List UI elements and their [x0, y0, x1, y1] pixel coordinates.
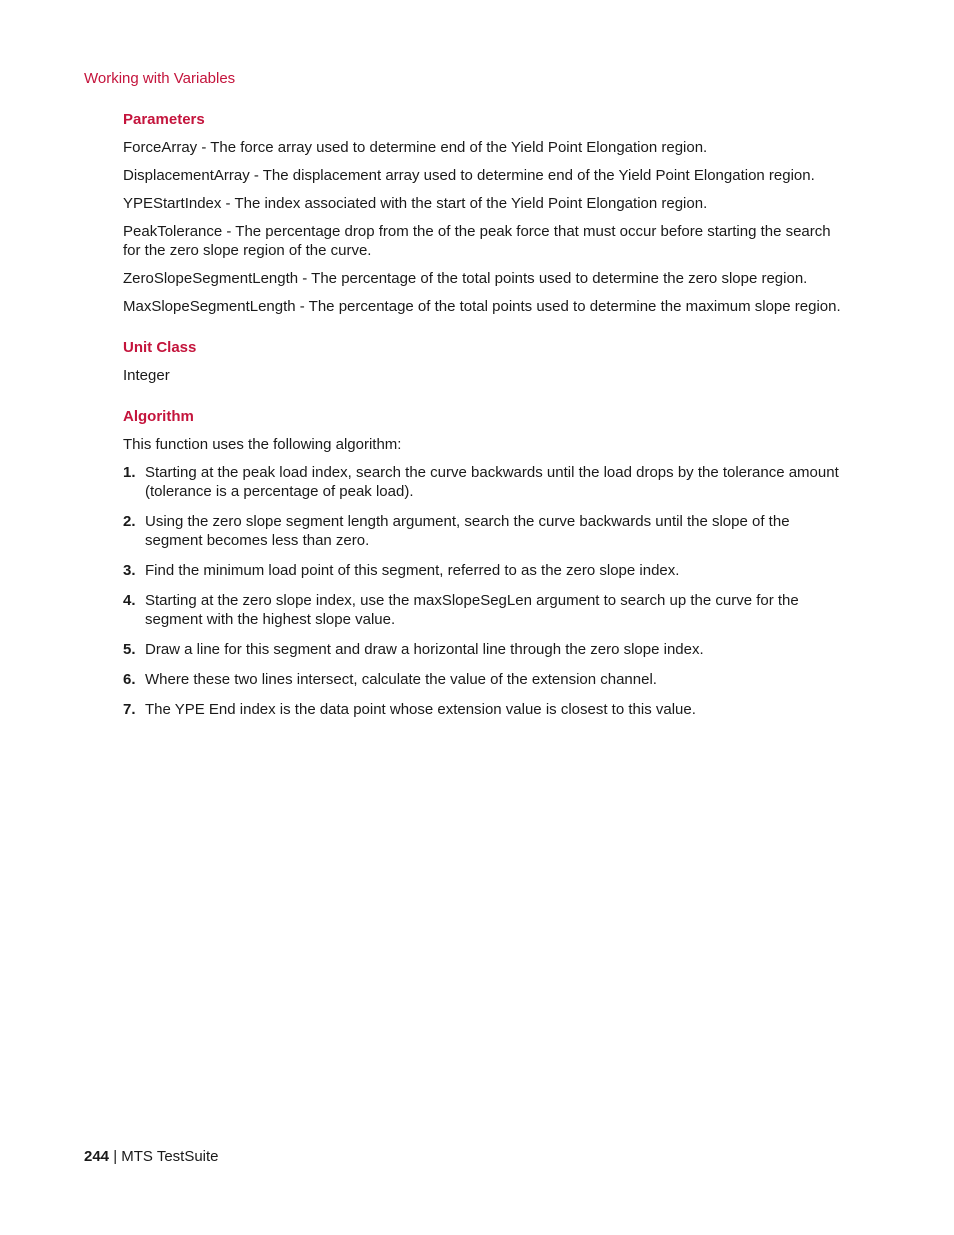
parameter-peak-tolerance: PeakTolerance - The percentage drop from the of the peak force that must occur before starting the search for the zero slope region of the curve. — [123, 223, 831, 259]
step-text: Find the minimum load point of this segment, referred to as the zero slope index. — [145, 562, 680, 579]
step-text: Starting at the zero slope index, use the maxSlopeSegLen argument to search up the curve for the segment with the highest slope value. — [145, 592, 799, 628]
step-text: Starting at the peak load index, search the curve backwards until the load drops by the tolerance amount (tolerance is a percentage of peak load). — [145, 464, 839, 500]
algorithm-step — [123, 591, 847, 629]
footer-product-name: MTS TestSuite — [121, 1148, 219, 1165]
step-text: Draw a line for this segment and draw a horizontal line through the zero slope index. — [145, 641, 704, 658]
running-head-title: Working with Variables — [84, 70, 236, 87]
step-text: Where these two lines intersect, calculate the value of the extension channel. — [145, 671, 657, 688]
parameter-max-slope-segment-length: MaxSlopeSegmentLength - The percentage of the total points used to determine the maximum slope region. — [123, 298, 841, 315]
parameter-zero-slope-segment-length: ZeroSlopeSegmentLength - The percentage of the total points used to determine the zero slope region. — [123, 270, 808, 287]
algorithm-step — [123, 700, 847, 719]
page-number: 244 — [84, 1148, 110, 1165]
algorithm-step — [123, 561, 847, 580]
unit-class-heading: Unit Class — [123, 339, 197, 356]
step-text: Using the zero slope segment length argument, search the curve backwards until the slope of the segment becomes less than zero. — [145, 513, 790, 549]
algorithm-step — [123, 512, 847, 550]
algorithm-heading: Algorithm — [123, 408, 194, 425]
page-footer — [84, 1148, 219, 1165]
parameter-force-array: ForceArray - The force array used to determine end of the Yield Point Elongation region. — [123, 139, 708, 156]
step-number: 4. — [123, 592, 136, 609]
algorithm-step — [123, 670, 847, 689]
step-number: 1. — [123, 464, 136, 481]
step-number: 7. — [123, 701, 136, 718]
unit-class-value: Integer — [123, 367, 170, 384]
page-content — [123, 110, 847, 730]
step-number: 3. — [123, 562, 136, 579]
parameters-heading: Parameters — [123, 111, 205, 128]
step-number: 2. — [123, 513, 136, 530]
step-text: The YPE End index is the data point whose extension value is closest to this value. — [145, 701, 696, 718]
algorithm-steps-list — [123, 463, 847, 719]
parameter-ype-start-index: YPEStartIndex - The index associated with the start of the Yield Point Elongation region. — [123, 195, 708, 212]
parameter-displacement-array: DisplacementArray - The displacement array used to determine end of the Yield Point Elongation region. — [123, 167, 815, 184]
footer-separator: | — [109, 1148, 122, 1165]
algorithm-step — [123, 463, 847, 501]
algorithm-intro: This function uses the following algorithm: — [123, 436, 402, 453]
algorithm-step — [123, 640, 847, 659]
step-number: 6. — [123, 671, 136, 688]
step-number: 5. — [123, 641, 136, 658]
